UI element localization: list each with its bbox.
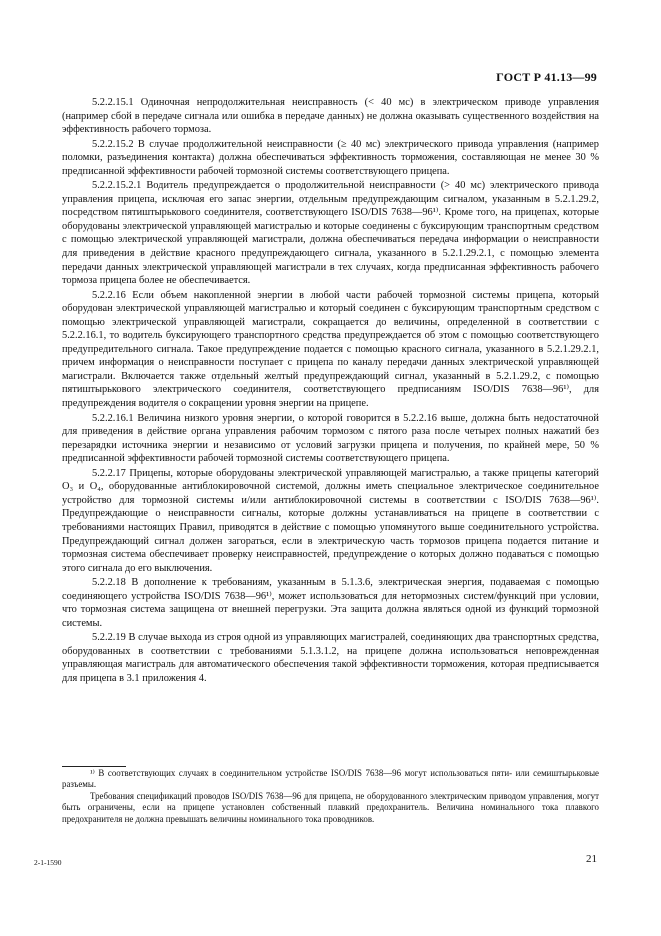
paragraph-5-2-2-18: 5.2.2.18 В дополнение к требованиям, указанным в 5.1.3.6, электрическая энергия, подаваемая с помощью соединяющего устройства ISO/DIS 7638—96¹⁾, может использоваться для нетормозных систем/функций при условии, что тормозная система защищена от внешней перегрузки. Эта защита должна являться одной из функций тормозной системы. <box>62 577 599 629</box>
footnote-1: ¹⁾ В соответствующих случаях в соединительном устройстве ISO/DIS 7638—96 могут использоваться пяти- или семиштырьковые разъемы. <box>62 768 599 790</box>
paragraph-5-2-2-16: 5.2.2.16 Если объем накопленной энергии в любой части рабочей тормозной системы прицепа, который оборудован электрической управляющей магистралью и который соединен с буксирующим транспортным средством с помощью электрической управляющей магистрали, сокращается до величины, определенной в соответствии с 5.2.2.16.1, то водитель буксирующего транспортного средства предупреждается об этом с помощью соответствующего предупредительного сигнала. Такое предупреждение подается с помощью красного сигнала, указанного в 5.2.1.29.2.1, причем информация о неисправности поступает с прицепа по каналу передачи данных электрической управляющей магистрали. Включается также отдельный желтый предупреждающий сигнал, указанный в 5.2.1.29.2, с помощью пятиштырькового электрического соединителя, соответствующего предписаниям ISO/DIS 7638—96¹⁾, для предупреждения водителя о сокращении уровня энергии на прицепе. <box>62 289 599 410</box>
footnote-divider <box>62 766 126 767</box>
print-code: 2-1-1590 <box>34 858 62 867</box>
paragraph-5-2-2-15-2-1: 5.2.2.15.2.1 Водитель предупреждается о продолжительной неисправности (> 40 мс) электрического привода управления прицепа, исключая его запас энергии, отдельным предупреждающим сигналом, указанным в 5.2.1.29.2, посредством пятиштырькового соединителя, соответствующего ISO/DIS 7638—96¹⁾. Кроме того, на прицепах, которые оборудованы электрической управляющей магистралью и которые соединены с буксирующим транспортным средством с помощью электрической управляющей магистрали, должна обеспечиваться передача информации о неисправности для приведения в действие красного предупреждающего сигнала, указанного в 5.2.1.29.2.1, с помощью элемента передачи данных электрической управляющей магистрали в тех случаях, когда предписанная эффективность рабочего тормоза прицепа более не обеспечивается. <box>62 180 599 287</box>
page-number: 21 <box>586 853 597 865</box>
paragraph-5-2-2-15-1: 5.2.2.15.1 Одиночная непродолжительная неисправность (< 40 мс) в электрическом приводе управления (например сбой в передаче сигнала или ошибка в передаче данных) не должна оказывать существенного воздействия на эффективность рабочего тормоза. <box>62 97 599 136</box>
paragraph-5-2-2-16-1: 5.2.2.16.1 Величина низкого уровня энергии, о которой говорится в 5.2.2.16 выше, должна быть недостаточной для приведения в действие органа управления рабочим тормозом с пятого раза после четырех полных нажатий без перезарядки источника энергии и независимо от условий загрузки прицепа и получения, по крайней мере, 50 % предписанной эффективности рабочей тормозной системы соответствующего прицепа. <box>62 412 599 465</box>
main-text <box>62 96 599 686</box>
document-code-header: ГОСТ Р 41.13—99 <box>496 70 597 84</box>
paragraph-5-2-2-15-2: 5.2.2.15.2 В случае продолжительной неисправности (≥ 40 мс) электрического привода управления (например поломки, разъединения контакта) должна обеспечиваться эффективность торможения, составляющая не менее 30 % предписанной эффективности рабочей тормозной системы соответствующего прицепа. <box>62 138 599 177</box>
footnote-2: Требования спецификаций проводов ISO/DIS 7638—96 для прицепа, не оборудованного электрическим приводом управления, могут быть ограничены, если на прицепе установлен собственный плавкий предохранитель. Величина номинального тока плавкого предохранителя не должна превышать величины номинального тока проводников. <box>62 790 599 824</box>
footnotes <box>62 768 599 825</box>
paragraph-5-2-2-19: 5.2.2.19 В случае выхода из строя одной из управляющих магистралей, соединяющих два транспортных средства, оборудованных в соответствии с требованиями 5.1.3.1.2, на прицепе должна использоваться неповрежденная управляющая магистраль для автоматического обеспечения такой эффективности торможения, которая предписывается для прицепа в 3.1 приложения 4. <box>62 632 599 684</box>
paragraph-5-2-2-17: 5.2.2.17 Прицепы, которые оборудованы электрической управляющей магистралью, а также прицепы категорий O₃ и O₄, оборудованные антиблокировочной системой, должны иметь специальное электрическое соединительное устройство для тормозной системы и/или антиблокировочной системы в соответствии с ISO/DIS 7638—96¹⁾. Предупреждающие о неисправности сигналы, которые должны устанавливаться на прицепе в соответствии с требованиями настоящих Правил, приводятся в действие с помощью упомянутого выше соединительного устройства. Предупреждающий сигнал должен загораться, если в электрическую часть тормозов прицепа подается питание и тормозная система обеспечивает проверку неисправностей, предупреждение о которых должно подаваться с помощью этого сигнала до его выключения. <box>62 467 599 574</box>
